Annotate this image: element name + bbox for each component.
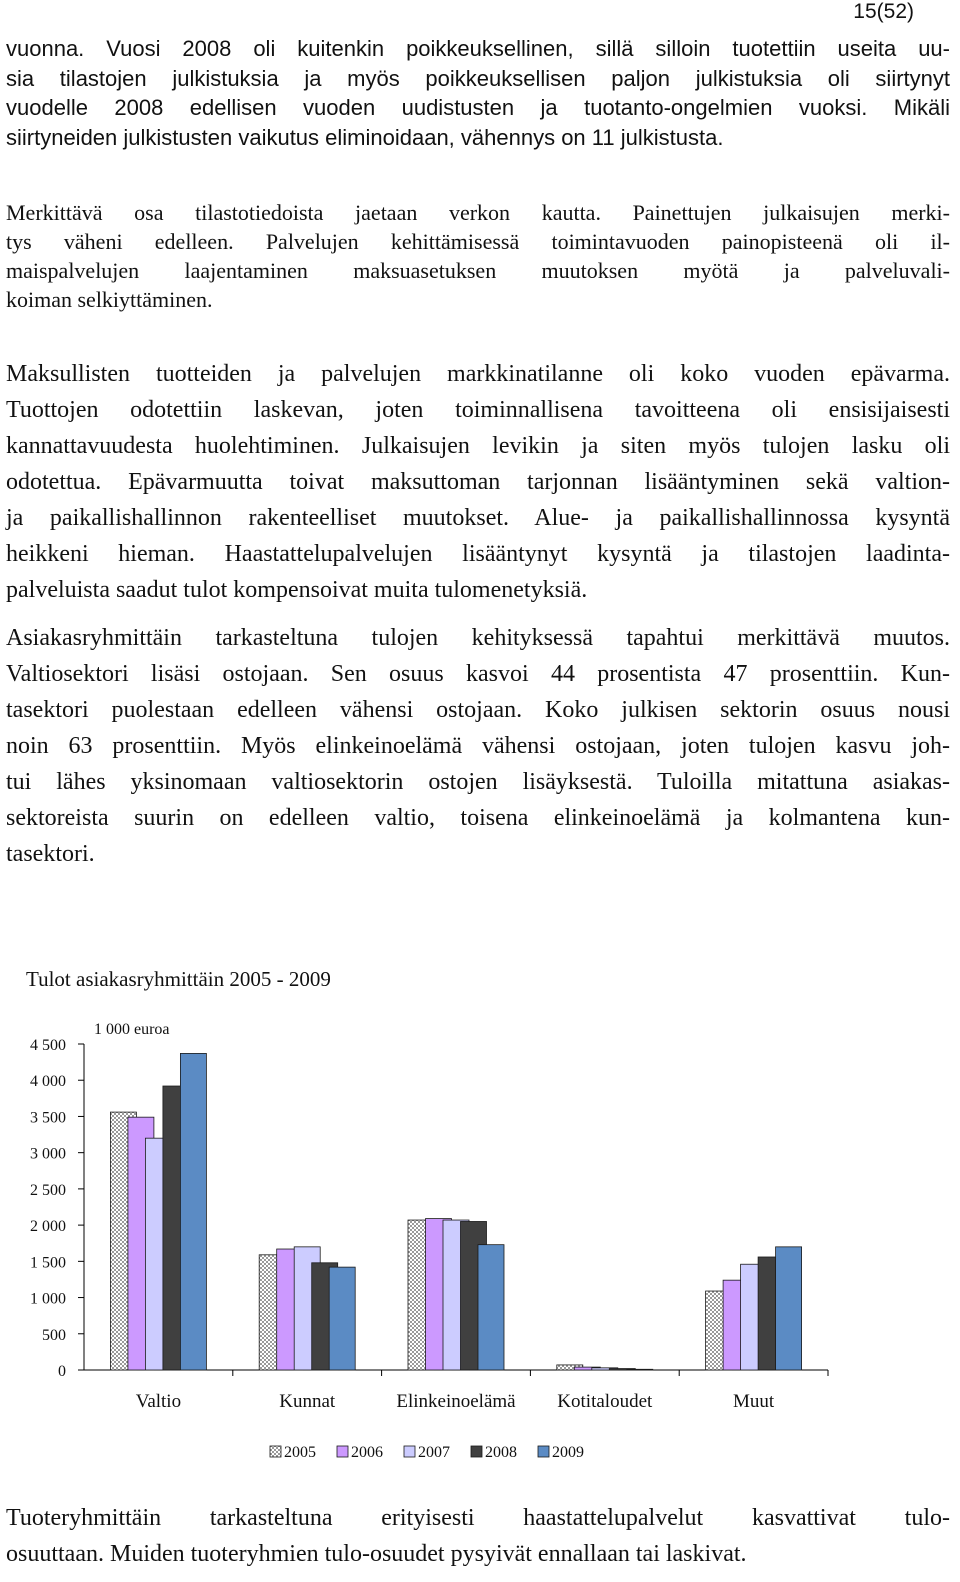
text-line: odotettua. Epävarmuutta toivat maksuttoman tarjonnan lisääntyminen sekä valtion- <box>6 469 950 495</box>
legend-label: 2007 <box>418 1444 450 1461</box>
text-line: sia tilastojen julkistuksia ja myös poikkeuksellisen paljon julkistuksia oli siirtynyt <box>6 65 950 91</box>
y-tick-label: 4 500 <box>30 1037 66 1054</box>
text-line: Maksullisten tuotteiden ja palvelujen markkinatilanne oli koko vuoden epävarma. <box>6 361 950 387</box>
x-category-label: Kunnat <box>279 1391 336 1412</box>
paragraph-1 <box>6 34 950 152</box>
text-line: Valtiosektori lisäsi ostojaan. Sen osuus kasvoi 44 prosentista 47 prosenttiin. Kun- <box>6 661 950 687</box>
text-line: sektoreista suurin on edelleen valtio, toisena elinkeinoelämä ja kolmantena kun- <box>6 805 950 831</box>
text-line: tasektori puolestaan edelleen vähensi ostojaan. Koko julkisen sektorin osuus nousi <box>6 697 950 723</box>
text-line: vuonna. Vuosi 2008 oli kuitenkin poikkeuksellinen, sillä silloin tuotettiin useita uu- <box>6 36 950 61</box>
y-tick-label: 1 500 <box>30 1254 66 1272</box>
legend-label: 2008 <box>485 1444 517 1461</box>
y-tick-label: 500 <box>42 1326 66 1344</box>
y-tick-label: 3 000 <box>30 1145 66 1163</box>
legend-swatch <box>337 1446 348 1457</box>
y-tick-label: 1 000 <box>30 1290 66 1308</box>
text-line: kannattavuudesta huolehtiminen. Julkaisujen levikin ja siten myös tulojen lasku oli <box>6 433 950 459</box>
x-category-label: Valtio <box>135 1391 182 1412</box>
chart-title: Tulot asiakasryhmittäin 2005 - 2009 <box>26 967 331 991</box>
legend-label: 2005 <box>284 1444 316 1461</box>
y-tick-label: 2 500 <box>30 1181 66 1199</box>
page-number: 15(52) <box>853 0 914 23</box>
bar <box>478 1245 504 1370</box>
y-tick-label: 0 <box>58 1363 66 1380</box>
legend-swatch <box>538 1446 549 1457</box>
text-line: vuodelle 2008 edellisen vuoden uudistusten ja tuotanto-ongelmien vuoksi. Mikäli <box>6 95 950 120</box>
text-line: heikkeni hieman. Haastattelupalvelujen lisääntynyt kysyntä ja tilastojen laadinta- <box>6 541 950 567</box>
legend-swatch <box>471 1446 482 1457</box>
text-line: siirtyneiden julkistusten vaikutus eliminoidaan, vähennys on 11 julkistusta. <box>6 124 724 150</box>
text-line: palveluista saadut tulot kompensoivat muita tulomenetyksiä. <box>6 577 588 603</box>
y-tick-label: 4 000 <box>30 1073 66 1091</box>
bar <box>627 1369 653 1370</box>
text-line: tys väheni edelleen. Palvelujen kehittämisessä toimintavuoden painopisteenä oli il- <box>6 229 950 254</box>
text-line: tui lähes yksinomaan valtiosektorin ostojen lisäyksestä. Tuloilla mitattuna asiakas- <box>6 769 950 795</box>
paragraph-2 <box>6 198 950 314</box>
paragraph-3 <box>6 356 950 608</box>
text-line: tasektori. <box>6 841 95 867</box>
closing-paragraph <box>6 1500 950 1572</box>
text-line: koiman selkiyttäminen. <box>6 287 213 312</box>
text-line: Tuottojen odotettiin laskevan, joten toiminnallisena tavoitteena oli ensisijaisesti <box>6 397 950 423</box>
y-tick-label: 3 500 <box>30 1109 66 1127</box>
unit-label: 1 000 euroa <box>94 1021 170 1038</box>
text-line: ja paikallishallinnon rakenteelliset muutokset. Alue- ja paikallishallinnossa kysyntä <box>6 505 950 531</box>
plot-area <box>30 1037 828 1461</box>
x-category-label: Kotitaloudet <box>557 1391 653 1412</box>
legend-swatch <box>270 1446 281 1457</box>
y-tick-label: 2 000 <box>30 1218 66 1236</box>
text-line: Tuoteryhmittäin tarkasteltuna erityisesti haastattelupalvelut kasvattivat tulo- <box>6 1505 950 1531</box>
legend-label: 2009 <box>552 1444 584 1461</box>
income-bar-chart <box>0 955 960 1480</box>
x-category-label: Muut <box>733 1391 775 1412</box>
legend-swatch <box>404 1446 415 1457</box>
text-line: Merkittävä osa tilastotiedoista jaetaan verkon kautta. Painettujen julkaisujen merki- <box>6 200 950 225</box>
text-line: osuuttaan. Muiden tuoteryhmien tulo-osuudet pysyivät ennallaan tai laskivat. <box>6 1541 747 1567</box>
bar <box>329 1267 355 1370</box>
x-category-label: Elinkeinoelämä <box>396 1391 516 1412</box>
paragraph-4 <box>6 620 950 872</box>
text-line: noin 63 prosenttiin. Myös elinkeinoelämä vähensi ostojaan, joten tulojen kasvu joh- <box>6 733 950 759</box>
bar <box>180 1053 206 1370</box>
bar <box>776 1247 802 1370</box>
legend-label: 2006 <box>351 1444 383 1461</box>
text-line: maispalvelujen laajentaminen maksuasetuksen muutoksen myötä ja palveluvali- <box>6 258 950 283</box>
text-line: Asiakasryhmittäin tarkasteltuna tulojen kehityksessä tapahtui merkittävä muutos. <box>6 625 950 651</box>
